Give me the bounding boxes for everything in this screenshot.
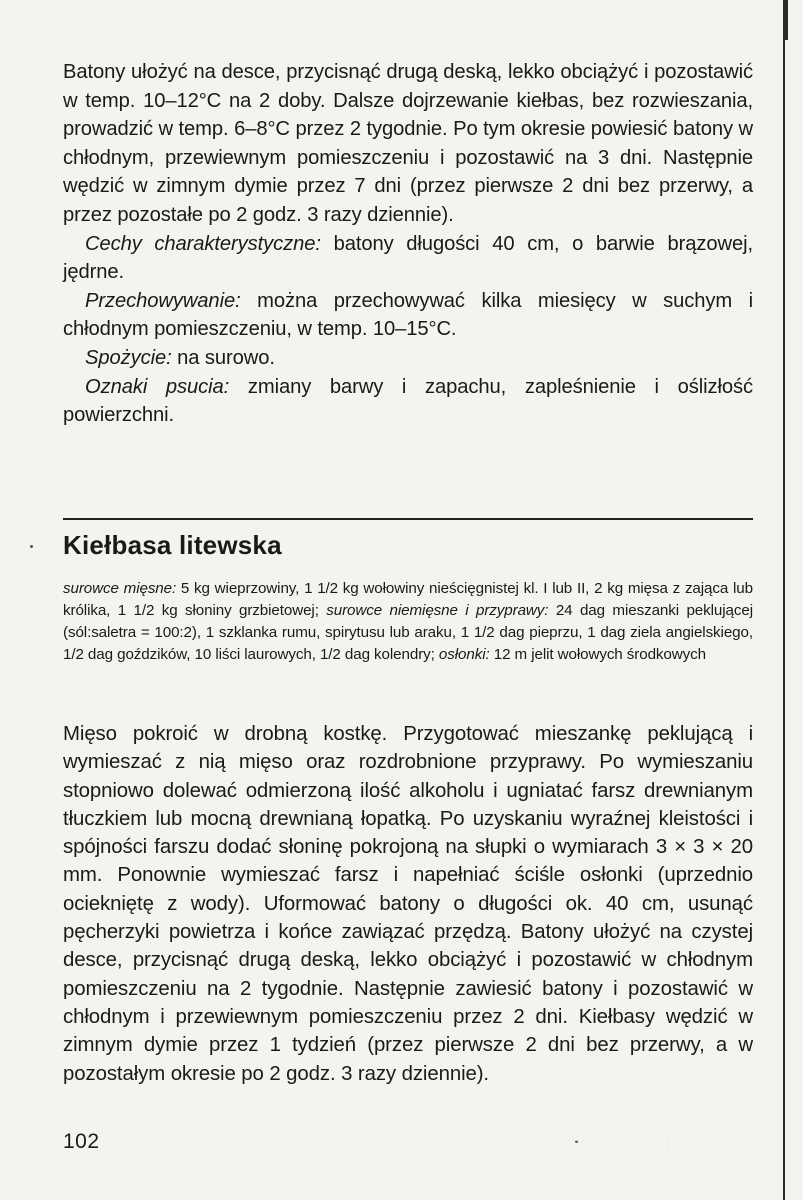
storage-label: Przechowywanie:: [85, 289, 241, 312]
page-edge-line: [783, 0, 785, 1200]
features-label: Cechy charakterystyczne:: [85, 232, 321, 255]
casings-label: osłonki:: [438, 646, 490, 663]
meat-label: surowce mięsne:: [63, 580, 177, 597]
section-divider: [63, 518, 753, 520]
consumption-text: na surowo.: [171, 346, 275, 369]
consumption-label: Spożycie:: [85, 346, 172, 369]
first-text-block: [63, 58, 753, 430]
nonmeat-label: surowce niemięsne i przyprawy:: [326, 602, 549, 619]
paragraph-1: Batony ułożyć na desce, przycisnąć drugą deską, lekko obciążyć i pozostawić w temp. 10–12°C na 2 doby. Dalsze dojrzewanie kiełbas, bez rozwieszania, prowadzić w temp. 6–8°C przez 2 tygodnie. Po tym okresie powiesić batony w chłodnym, przewiewnym pomieszczeniu i pozostawić na 3 dni. Następnie wędzić w zimnym dymie przez 7 dni (przez pierwsze 2 dni bez przerwy, a przez pozostałe po 2 godz. 3 razy dziennie).: [63, 61, 753, 226]
storage-text: można przechowywać kilka miesięcy w suchym i chłodnym pomieszczeniu, w temp. 10–15°C.: [63, 289, 753, 341]
watermark: wedlinydomowe.pl: [102, 1086, 718, 1155]
section-title: Kiełbasa litewska: [63, 530, 282, 560]
paragraph-2: Mięso pokroić w drobną kostkę. Przygotować mieszankę peklującą i wymieszać z nią mięso oraz rozdrobnione przyprawy. Po wymieszaniu stopniowo dolewać odmierzoną ilość alkoholu i ugniatać farsz drewnianym tłuczkiem lub mocną drewnianą łopatką. Po uzyskaniu wyraźnej kleistości i spójności farszu dodać słoninę pokrojoną na słupki o wymiarach 3 × 3 × 20 mm. Ponownie wymieszać farsz i napełniać ściśle osłonki (uprzednio ociekniętę z wody). Uformować batony o długości ok. 40 cm, usunąć pęcherzyki powietrza i końce zawiązać przędzą. Batony ułożyć na czystej desce, przycisnąć drugą deską, lekko obciążyć i pozostawić w chłodnym pomieszczeniu na 2 tygodnie. Następnie zawiesić batony i pozostawić w chłodnym i przewiewnym pomieszczeniu przez 2 dni. Kiełbasy wędzić w zimnym dymie przez 1 tydzień (przez pierwsze 2 dni bez przerwy, a w pozostałym okresie po 2 godz. 3 razy dziennie).: [63, 723, 753, 1085]
casings-text: 12 m jelit wołowych środkowych: [489, 646, 706, 663]
page-edge-mark: [784, 0, 788, 40]
page-number: 102: [63, 1130, 100, 1153]
scan-speck: [30, 545, 33, 548]
spoilage-label: Oznaki psucia:: [85, 375, 230, 398]
features-text: batony długości 40 cm, o barwie brązowej, jędrne.: [63, 232, 753, 284]
spoilage-paragraph: [63, 373, 753, 430]
meat-text: 5 kg wieprzowiny, 1 1/2 kg wołowiny nieścięgnistej kl. I lub II, 2 kg mięsa z zająca lub królika, 1 1/2 kg słoniny grzbietowej;: [63, 580, 753, 619]
spoilage-text: zmiany barwy i zapachu, zapleśnienie i oślizłość powierzchni.: [63, 375, 753, 427]
storage-paragraph: [63, 287, 753, 344]
second-text-block: [63, 720, 753, 1088]
consumption-paragraph: [63, 344, 753, 373]
scan-speck: [575, 1140, 578, 1143]
ingredients-block: [63, 578, 753, 666]
nonmeat-text: 24 dag mieszanki peklującej (sól:saletra = 100:2), 1 szklanka rumu, spirytusu lub araku, 1 1/2 dag pieprzu, 1 dag ziela angielskiego, 1/2 dag goździków, 10 liści laurowych, 1/2 dag kolendry;: [63, 602, 753, 663]
ingredients-list: [63, 578, 753, 666]
features-paragraph: [63, 230, 753, 287]
